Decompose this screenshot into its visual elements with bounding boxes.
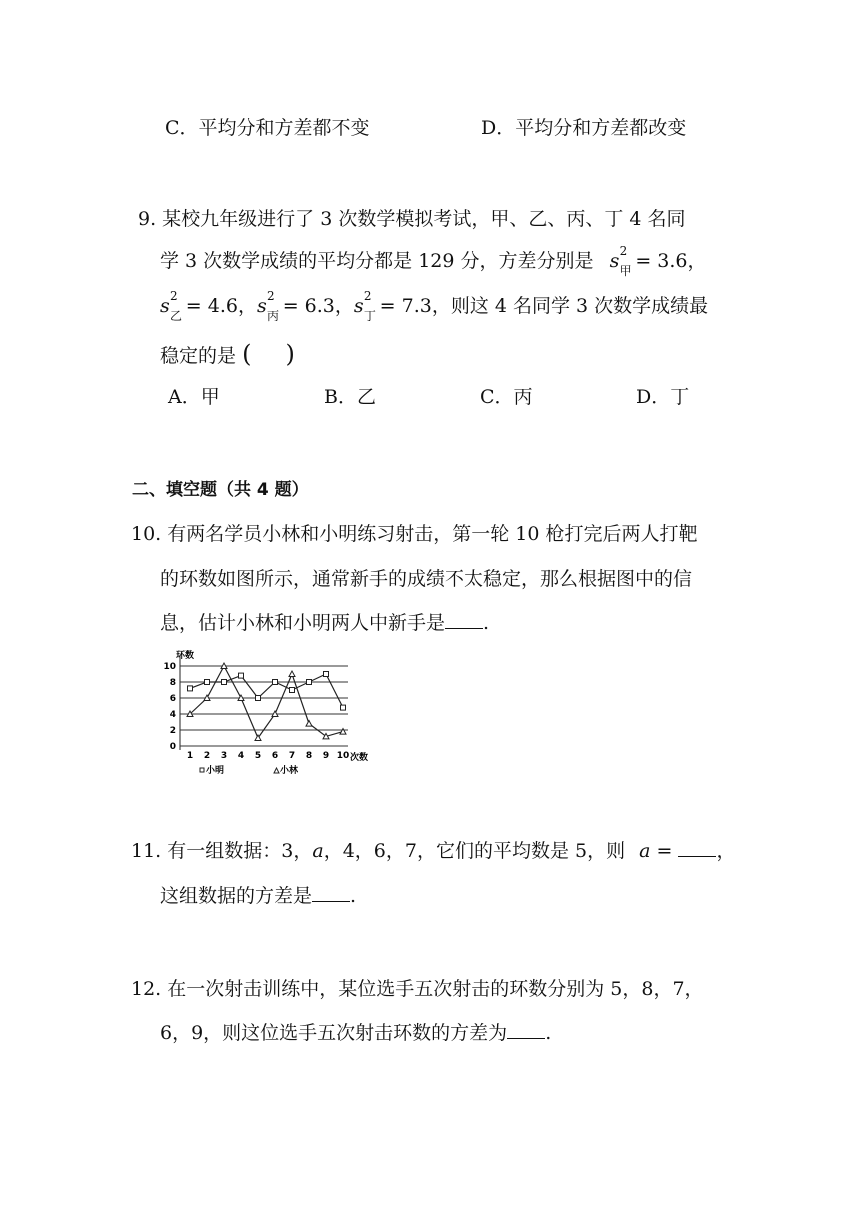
x-tick-label: 6 [271,751,279,761]
legend-xiaoming: 小明 [206,766,225,776]
data-point-square [341,705,346,710]
y-tick-label: 4 [169,710,176,720]
data-point-square [273,680,278,685]
q9-line-3: s 2 乙 = 4.6，s 2 丙 = 6.3，s 2 丁 = 7.3，则这 4 名同学 3 次数学成绩最 [160,289,709,323]
legend-square-marker [200,768,204,772]
x-tick-label: 7 [288,751,296,761]
chart-ylabel: 环数 [176,651,195,661]
q11-line-2: 这组数据的方差是 . [160,885,357,907]
q12-line-1: 12. 在一次射击训练中，某位选手五次射击的环数分别为 5，8，7， [131,978,704,1000]
x-tick-label: 3 [220,751,228,761]
data-point-triangle [340,729,346,735]
data-point-square [307,680,312,685]
x-tick-label: 8 [305,751,313,761]
answer-blank[interactable] [445,610,483,629]
legend-xiaolin: 小林 [280,766,299,776]
data-point-square [222,680,227,685]
q10-line-3: 息，估计小林和小明两人中新手是 . [160,612,490,634]
answer-paren-close: ) [285,340,295,368]
data-point-triangle [306,721,312,727]
variable-a: a [312,840,324,862]
series-line-1 [190,674,343,708]
q12-line-2: 6，9，则这位选手五次射击环数的方差为 . [160,1022,552,1044]
y-tick-label: 6 [169,694,176,704]
data-point-square [290,688,295,693]
x-tick-label: 9 [322,751,330,761]
q10-line-1: 10. 有两名学员小林和小明练习射击，第一轮 10 枪打完后两人打靶 [131,523,698,545]
q9-option-d: D．丁 [636,386,690,408]
x-tick-label: 5 [254,751,262,761]
q9-option-a: A．甲 [168,386,220,408]
q9-line-4: 稳定的是 ( ) [160,340,295,368]
y-tick-label: 0 [169,742,176,752]
answer-blank[interactable] [507,1020,545,1039]
answer-paren-open: ( [242,340,252,368]
answer-blank-a[interactable] [678,838,716,857]
q10-line-2: 的环数如图所示，通常新手的成绩不太稳定，那么根据图中的信 [160,568,693,590]
data-point-square [205,680,210,685]
x-tick-label: 4 [237,751,245,761]
shooting-score-chart [158,648,388,778]
y-tick-label: 8 [169,678,176,688]
legend-triangle-marker [274,768,279,773]
x-tick-label: 1 [186,751,194,761]
y-tick-label: 2 [169,726,176,736]
q9-line-2: 学 3 次数学成绩的平均分都是 129 分，方差分别是 s 2 甲 = 3.6， [160,244,707,278]
data-point-square [324,672,329,677]
data-point-triangle [289,671,295,677]
data-point-square [188,686,193,691]
chart-xlabel: 次数 [350,753,369,763]
q9-line-1: 9. 某校九年级进行了 3 次数学模拟考试，甲、乙、丙、丁 4 名同 [138,208,686,230]
q8-option-c: C．平均分和方差都不变 [165,117,370,139]
answer-blank-variance[interactable] [312,883,350,902]
q11-line-1: 11. 有一组数据：3，a，4，6，7，它们的平均数是 5，则 a = ， [131,840,736,862]
data-point-square [239,673,244,678]
q9-option-c: C．丙 [480,386,533,408]
x-tick-label: 2 [203,751,211,761]
y-tick-label: 10 [163,662,176,672]
q9-option-b: B．乙 [324,386,376,408]
data-point-square [256,696,261,701]
q8-option-d: D．平均分和方差都改变 [481,117,687,139]
x-tick-label: 10 [336,751,350,761]
section-title: 二、填空题（共 4 题） [132,480,309,500]
